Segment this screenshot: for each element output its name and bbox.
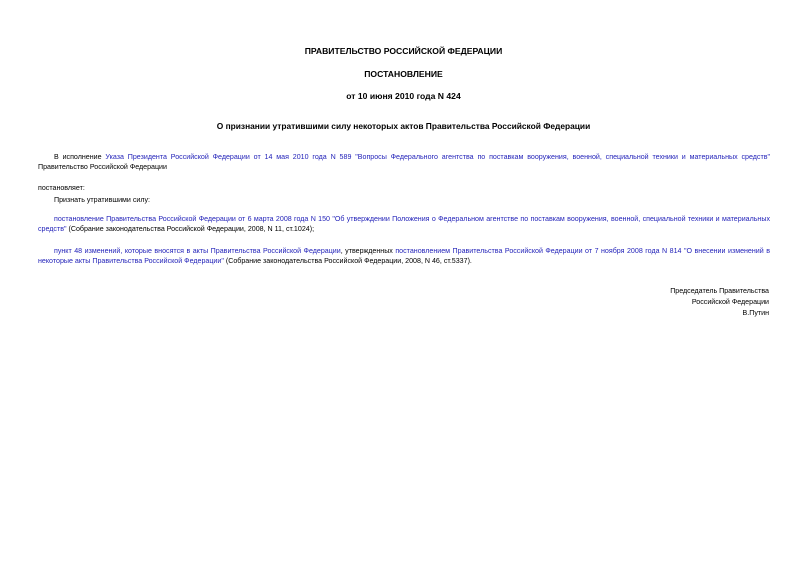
preamble-paragraph (38, 152, 770, 172)
preamble-prefix: В исполнение (54, 153, 106, 161)
resolution-814-link[interactable]: постановлением Правительства Российской Федерации от 7 ноября 2008 года N 814 "О внесении изменений в некоторые акты Правительства Российской Федерации" (38, 247, 770, 265)
signature-block (569, 286, 769, 319)
item-1-source: (Собрание законодательства Российской Федерации, 2008, N 11, ст.1024); (66, 225, 315, 233)
government-heading: ПРАВИТЕЛЬСТВО РОССИЙСКОЙ ФЕДЕРАЦИИ (304, 46, 503, 56)
item-2-source: (Собрание законодательства Российской Федерации, 2008, N 46, ст.5337). (223, 257, 472, 265)
recognize-line: Признать утратившими силу: (54, 196, 151, 204)
decrees-line: постановляет: (38, 184, 85, 192)
document-title: О признании утратившими силу некоторых актов Правительства Российской Федерации (216, 121, 591, 131)
paragraph-48-link[interactable]: пункт 48 изменений, которые вносятся в акты Правительства Российской Федерации (54, 247, 341, 255)
date-number-heading: от 10 июня 2010 года N 424 (346, 91, 461, 101)
item-2-paragraph (38, 246, 770, 266)
resolution-150-link[interactable]: постановление Правительства Российской Федерации от 6 марта 2008 года N 150 "Об утверждении Положения о Федеральном агентстве по поставкам вооружения, военной, специальной техники и материальных средств" (38, 215, 770, 233)
item-2-mid: , утвержденных (340, 247, 396, 255)
document-type-heading: ПОСТАНОВЛЕНИЕ (364, 69, 443, 79)
signature-position-line-2: Российской Федерации (691, 298, 769, 306)
signature-position-line-1: Председатель Правительства (670, 287, 769, 295)
presidential-decree-link[interactable]: Указа Президента Российской Федерации от 14 мая 2010 года N 589 "Вопросы Федерального агентства по поставкам вооружения, военной, специальной техники и материальных средств" (105, 153, 770, 161)
preamble-suffix: Правительство Российской Федерации (38, 163, 167, 171)
item-1-paragraph (38, 214, 770, 234)
signature-name: В.Путин (742, 309, 769, 317)
